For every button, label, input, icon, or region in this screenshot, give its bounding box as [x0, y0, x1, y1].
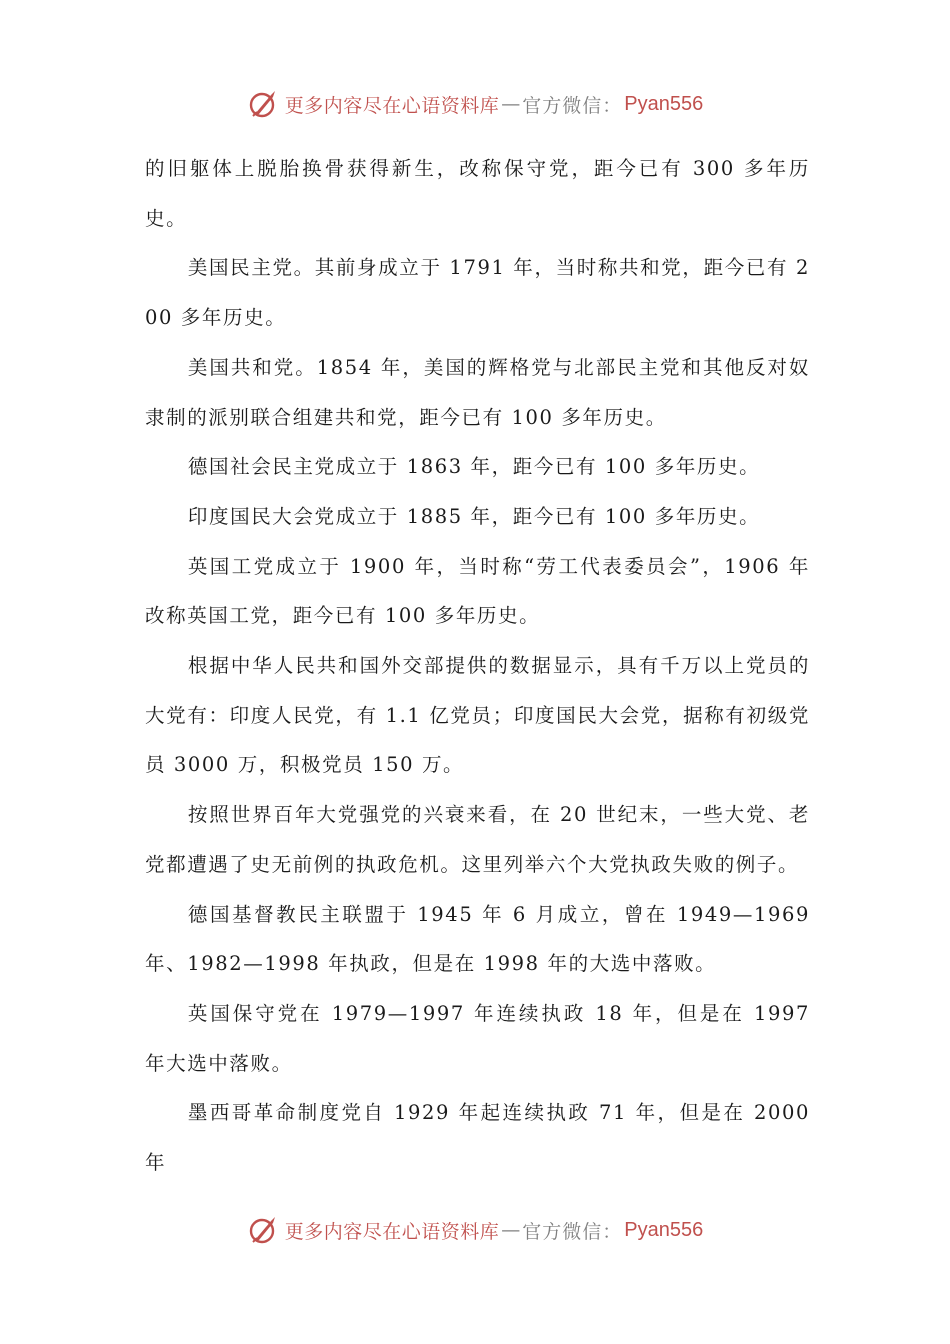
- paragraph-5: 印度国民大会党成立于 1885 年，距今已有 100 多年历史。: [187, 504, 761, 528]
- header-wechat-id: Pyan556: [624, 92, 704, 115]
- quill-logo-icon: [247, 87, 281, 121]
- header-brand-text: 更多内容尽在心语资料库: [284, 94, 500, 117]
- paragraph-4: 德国社会民主党成立于 1863 年，距今已有 100 多年历史。: [187, 455, 761, 479]
- paragraph-9: 德国基督教民主联盟于 1945 年 6 月成立，曾在 1949—1969 年、1982—1998 年执政，但是在 1998 年的大选中落败。: [145, 902, 810, 976]
- document-body: [145, 144, 810, 1188]
- paragraph-1: 的旧躯体上脱胎换骨获得新生，改称保守党，距今已有 300 多年历史。: [145, 157, 810, 230]
- paragraph-8: 按照世界百年大党强党的兴衰来看，在 20 世纪末，一些大党、老党都遭遇了史无前例的执政危机。这里列举六个大党执政失败的例子。: [145, 803, 810, 876]
- paragraph-3: 美国共和党。1854 年，美国的辉格党与北部民主党和其他反对奴隶制的派别联合组建共和党，距今已有 100 多年历史。: [145, 355, 810, 429]
- footer-wechat-id: Pyan556: [624, 1218, 704, 1241]
- paragraph-11: 墨西哥革命制度党自 1929 年起连续执政 71 年，但是在 2000 年: [145, 1101, 810, 1175]
- header-watermark: [0, 84, 950, 124]
- quill-logo-icon: [247, 1213, 281, 1247]
- paragraph-10: 英国保守党在 1979—1997 年连续执政 18 年，但是在 1997 年大选中落败。: [145, 1001, 810, 1075]
- footer-brand-text: 更多内容尽在心语资料库: [284, 1220, 500, 1243]
- paragraph-7: 根据中华人民共和国外交部提供的数据显示，具有千万以上党员的大党有：印度人民党，有 1.1 亿党员；印度国民大会党，据称有初级党员 3000 万，积极党员 150 万。: [145, 654, 810, 777]
- footer-watermark: [0, 1210, 950, 1250]
- header-wechat-label: 官方微信：: [522, 94, 623, 117]
- header-dash: —: [501, 93, 521, 115]
- paragraph-2: 美国民主党。其前身成立于 1791 年，当时称共和党，距今已有 200 多年历史。: [145, 256, 810, 330]
- footer-dash: —: [501, 1219, 521, 1241]
- footer-wechat-label: 官方微信：: [522, 1220, 623, 1243]
- paragraph-6: 英国工党成立于 1900 年，当时称“劳工代表委员会”，1906 年改称英国工党，距今已有 100 多年历史。: [145, 554, 810, 628]
